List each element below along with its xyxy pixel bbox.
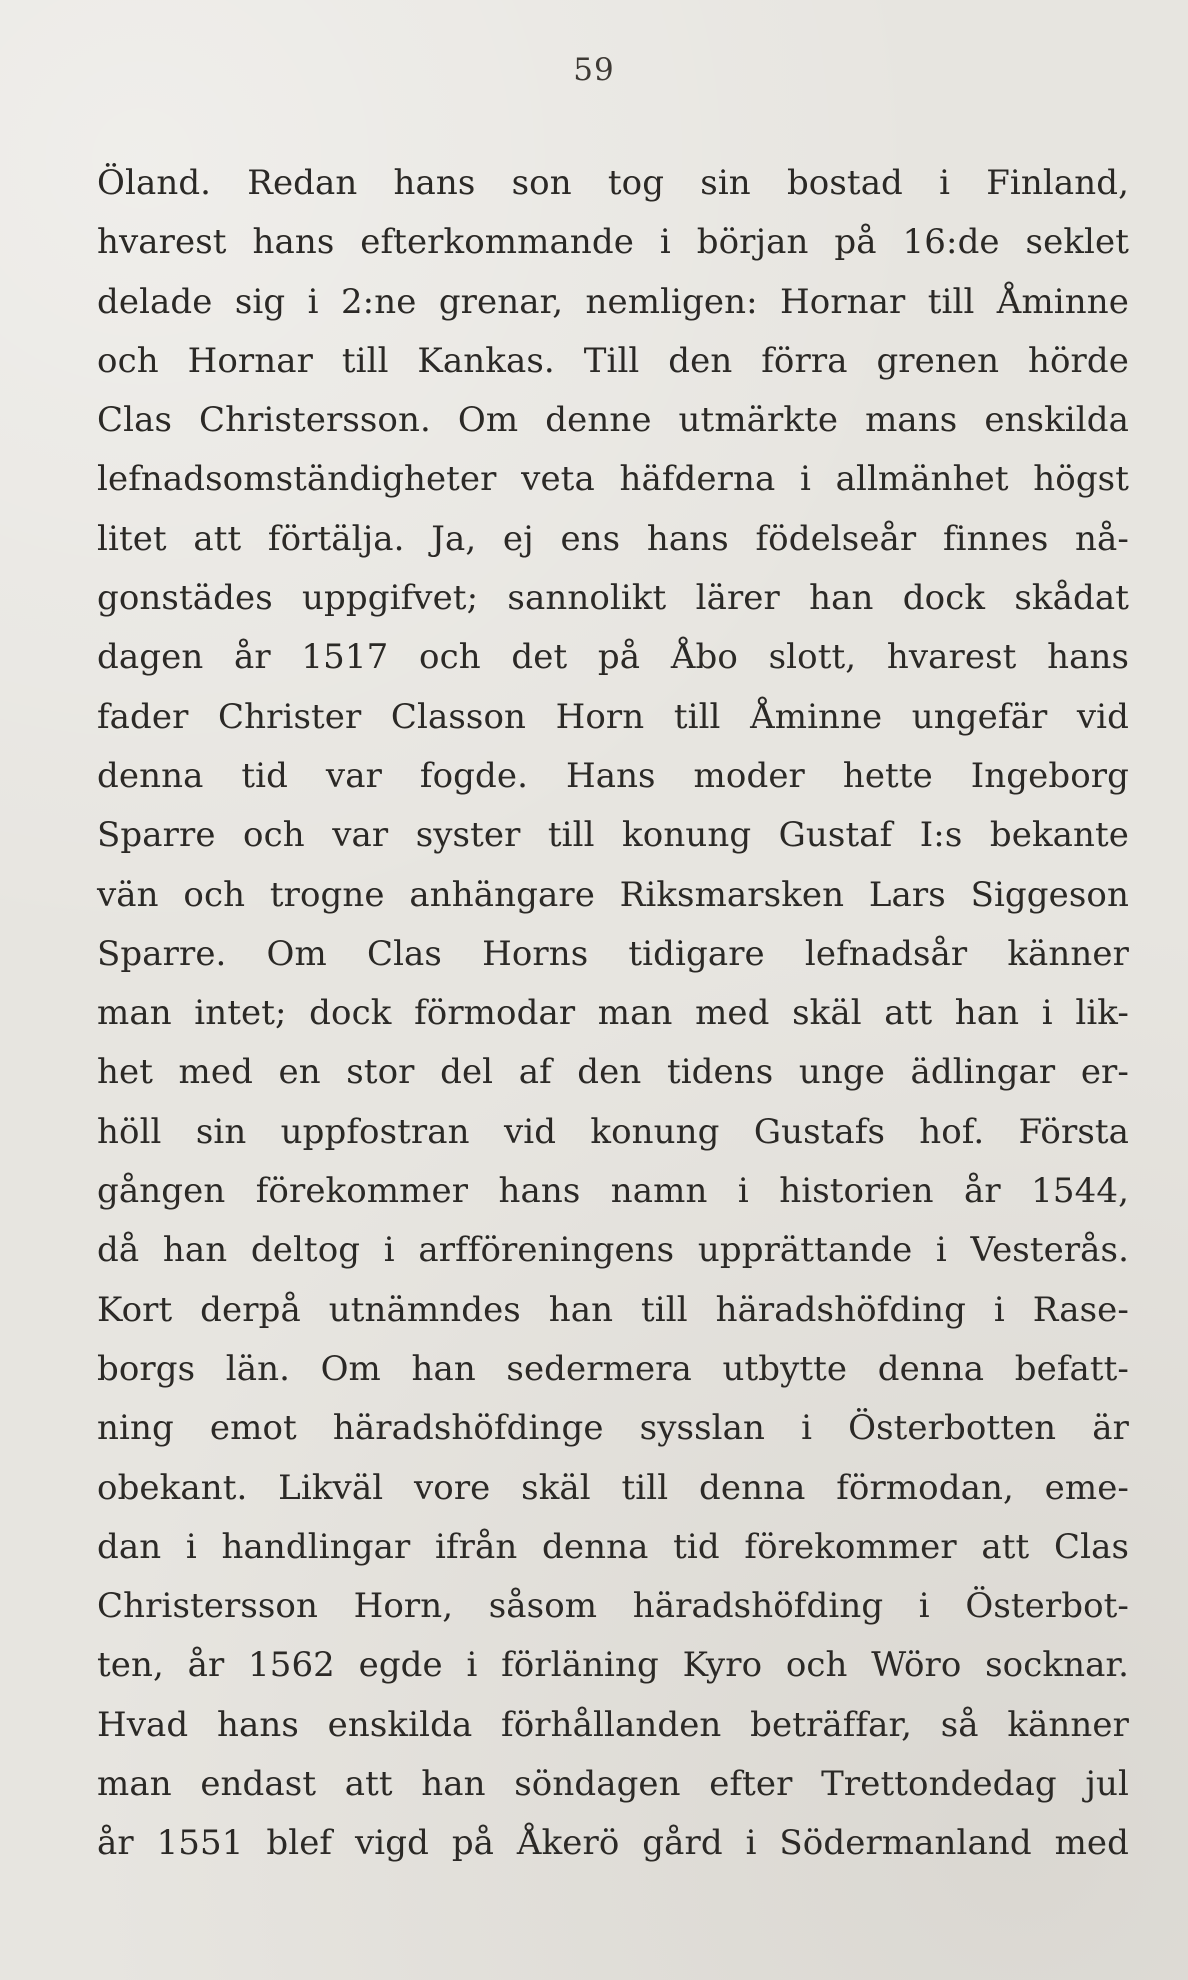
text-line: dan i handlingar ifrån denna tid förekommer att Clas: [97, 1526, 1129, 1567]
text-line: lefnadsomständigheter veta häfderna i allmänhet högst: [97, 459, 1129, 500]
text-line: år 1551 blef vigd på Åkerö gård i Södermanland med: [97, 1823, 1129, 1864]
text-line: man endast att han söndagen efter Trettondedag jul: [97, 1764, 1129, 1805]
text-line: då han deltog i arfföreningens upprättande i Vesterås.: [97, 1230, 1129, 1271]
text-line: obekant. Likväl vore skäl till denna förmodan, eme-: [97, 1467, 1129, 1508]
text-line: dagen år 1517 och det på Åbo slott, hvarest hans: [97, 637, 1129, 678]
text-line: hvarest hans efterkommande i början på 16:de seklet: [97, 222, 1129, 263]
text-line: litet att förtälja. Ja, ej ens hans födelseår finnes nå-: [97, 518, 1129, 559]
text-line: ten, år 1562 egde i förläning Kyro och Wöro socknar.: [97, 1645, 1129, 1686]
text-line: fader Christer Classon Horn till Åminne ungefär vid: [97, 696, 1129, 737]
text-line: Sparre och var syster till konung Gustaf I:s bekante: [97, 815, 1129, 856]
text-line: man intet; dock förmodar man med skäl att han i lik-: [97, 993, 1129, 1034]
text-line: delade sig i 2:ne grenar, nemligen: Hornar till Åminne: [97, 281, 1129, 322]
page-number: 59: [573, 52, 615, 88]
text-line: höll sin uppfostran vid konung Gustafs hof. Första: [97, 1111, 1129, 1152]
text-line: Öland. Redan hans son tog sin bostad i Finland,: [97, 163, 1129, 203]
text-line: Christersson Horn, såsom häradshöfding i Österbot-: [97, 1586, 1129, 1627]
text-line: ning emot häradshöfdinge sysslan i Österbotten är: [97, 1408, 1129, 1449]
text-line: denna tid var fogde. Hans moder hette Ingeborg: [97, 755, 1129, 796]
body-text: [97, 154, 1129, 1874]
text-line: het med en stor del af den tidens unge ädlingar er-: [97, 1052, 1129, 1093]
text-line: gången förekommer hans namn i historien år 1544,: [97, 1171, 1129, 1212]
text-line: borgs län. Om han sedermera utbytte denna befatt-: [97, 1348, 1129, 1389]
text-line: Sparre. Om Clas Horns tidigare lefnadsår känner: [97, 933, 1129, 974]
text-line: gonstädes uppgifvet; sannolikt lärer han dock skådat: [97, 578, 1129, 619]
text-line: Kort derpå utnämndes han till häradshöfding i Rase-: [97, 1289, 1129, 1330]
text-line: vän och trogne anhängare Riksmarsken Lars Siggeson: [97, 874, 1129, 915]
text-line: Clas Christersson. Om denne utmärkte mans enskilda: [97, 400, 1129, 441]
text-line: och Hornar till Kankas. Till den förra grenen hörde: [97, 340, 1129, 381]
text-line: Hvad hans enskilda förhållanden beträffar, så känner: [97, 1704, 1129, 1745]
